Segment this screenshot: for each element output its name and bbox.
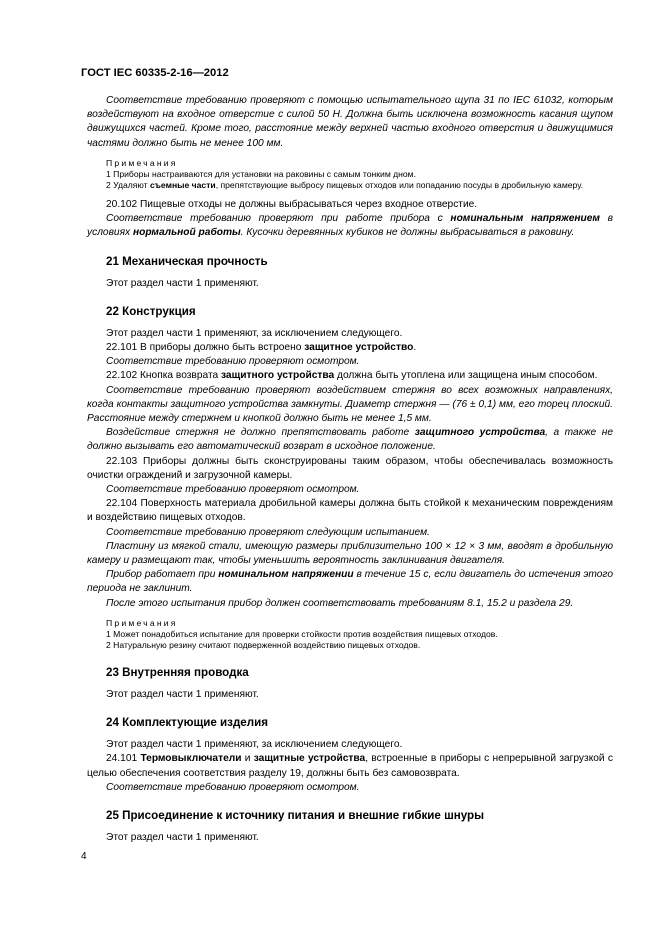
section-heading-25: 25 Присоединение к источнику питания и внешние гибкие шнуры: [106, 809, 485, 823]
page-content: [87, 94, 613, 845]
clause-22-103-check: Соответствие требованию проверяют осмотром.: [106, 484, 360, 496]
clause-24-101-check: Соответствие требованию проверяют осмотром.: [106, 781, 360, 793]
clause-20-102: 20.102 Пищевые отходы не должны выбрасываться через входное отверстие.: [106, 199, 478, 210]
section-25-text: Этот раздел части 1 применяют.: [106, 832, 259, 844]
clause-22-103: 22.103 Приборы должны быть сконструированы таким образом, чтобы обеспечивалась возможность очистки ограждений и загрузочной камеры.: [87, 455, 613, 481]
clause-22-102: 22.102 Кнопка возврата защитного устройства должна быть утоплена или защищена иным способом.: [106, 370, 598, 382]
clause-22-104-after: После этого испытания прибор должен соответствовать требованиям 8.1, 15.2 и раздела 29.: [106, 597, 574, 609]
section-21-text: Этот раздел части 1 применяют.: [106, 277, 259, 289]
clause-22-104-run: Прибор работает при номинальном напряжении в течение 15 с, если двигатель до истечения этого периода не заклинит.: [87, 569, 613, 595]
note-item: 2 Удаляют съемные части, препятствующие выбросу пищевых отходов или попаданию посуды в дробильную камеру.: [106, 180, 584, 191]
section-22-intro: Этот раздел части 1 применяют, за исключением следующего.: [106, 327, 403, 339]
section-heading-24: 24 Комплектующие изделия: [106, 716, 269, 730]
section-heading-21: 21 Механическая прочность: [106, 254, 268, 268]
clause-22-104: 22.104 Поверхность материала дробильной камеры должна быть стойкой к механическим повреждениям и воздействию пищевых отходов.: [87, 498, 613, 524]
clause-20-102-check: Соответствие требованию проверяют при работе прибора с номинальным напряжением в условиях нормальной работы. Кусочки деревянных кубиков не должны выбрасываться в раковину.: [87, 213, 613, 239]
clause-22-101-check: Соответствие требованию проверяют осмотром.: [106, 356, 360, 368]
section-23-text: Этот раздел части 1 применяют.: [106, 689, 259, 701]
clause-22-102-check: Соответствие требованию проверяют воздействием стержня во всех возможных направлениях, когда контакты защитного устройства замкнуты. Диаметр стержня — (76 ± 0,1) мм, его торец плоский. Расстояние между стержнем и кнопкой должно быть не менее 1,5 мм.: [87, 384, 613, 425]
document-code-header: ГОСТ IEC 60335-2-16—2012: [81, 67, 229, 79]
clause-24-101: 24.101 Термовыключатели и защитные устройства, встроенные в приборы с непрерывной загрузкой с целью обеспечения соответствия разделу 19, должны быть без самовозврата.: [87, 753, 613, 779]
clause-22-102-rod: Воздействие стержня не должно препятствовать работе защитного устройства, а также не должно вызывать его автоматический возврат в исходное положение.: [87, 427, 613, 453]
clause-22-104-check: Соответствие требованию проверяют следующим испытанием.: [106, 526, 430, 538]
notes-title: Примечания: [106, 157, 178, 168]
note-item: 1 Может понадобиться испытание для проверки стойкости против воздействия пищевых отходов.: [106, 628, 498, 639]
clause-22-101: 22.101 В приборы должно быть встроено защитное устройство.: [106, 342, 417, 354]
notes-title: Примечания: [106, 617, 178, 628]
paragraph-probe-check: Соответствие требованию проверяют с помощью испытательного щупа 31 по IEC 61032, которым воздействуют на входное отверстие с силой 50 Н. Должна быть исключена возможность касания щупом движущихся частей. Кроме того, расстояние между верхней частью входного отверстия и движущимися частями должно быть не менее 100 мм.: [87, 95, 613, 149]
section-heading-23: 23 Внутренняя проводка: [106, 666, 249, 680]
note-item: 1 Приборы настраиваются для установки на раковины с самым тонким дном.: [106, 168, 416, 179]
page-number: 4: [81, 851, 87, 862]
note-item: 2 Натуральную резину считают подверженной воздействию пищевых отходов.: [106, 640, 421, 651]
section-heading-22: 22 Конструкция: [106, 304, 196, 318]
clause-22-104-plate: Пластину из мягкой стали, имеющую размеры приблизительно 100 × 12 × 3 мм, вводят в дробильную камеру и размещают так, чтобы уменьшить вероятность заклинивания двигателя.: [87, 540, 613, 567]
section-24-intro: Этот раздел части 1 применяют, за исключением следующего.: [106, 739, 403, 751]
